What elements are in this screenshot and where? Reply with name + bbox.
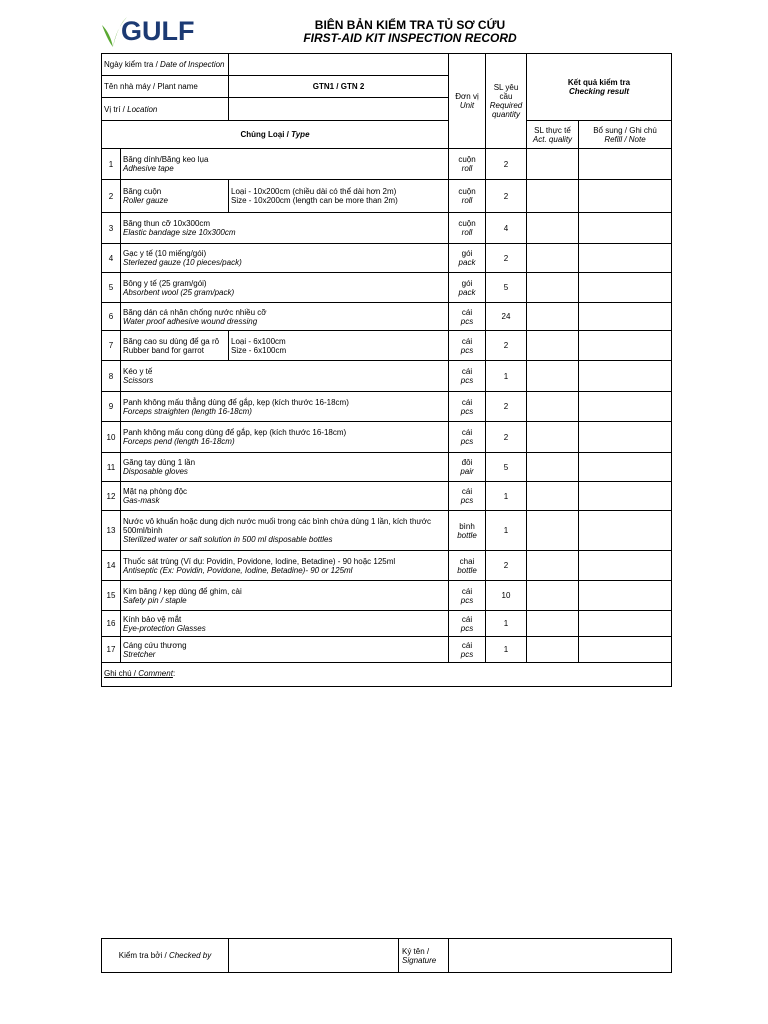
- item-qty: 2: [486, 149, 527, 180]
- item-unit: cuộn roll: [449, 180, 486, 213]
- item-unit: gói pack: [449, 273, 486, 303]
- item-qty: 2: [486, 244, 527, 273]
- item-no: 2: [102, 180, 121, 213]
- checking-result-header: Kết quả kiểm tra Checking result: [527, 54, 672, 121]
- checked-by-value[interactable]: [229, 939, 399, 973]
- item-actual-cell[interactable]: [527, 637, 579, 663]
- item-no: 5: [102, 273, 121, 303]
- item-unit: cái pcs: [449, 303, 486, 331]
- table-row: [102, 581, 672, 611]
- item-note-cell[interactable]: [579, 244, 672, 273]
- item-note-cell[interactable]: [579, 180, 672, 213]
- item-note-cell[interactable]: [579, 422, 672, 453]
- item-unit: cuộn roll: [449, 213, 486, 244]
- table-row: [102, 453, 672, 482]
- item-note-cell[interactable]: [579, 331, 672, 361]
- item-actual-cell[interactable]: [527, 180, 579, 213]
- item-actual-cell[interactable]: [527, 244, 579, 273]
- item-no: 10: [102, 422, 121, 453]
- inspection-table: [101, 53, 672, 687]
- plant-value: GTN1 / GTN 2: [229, 76, 449, 98]
- item-note-cell[interactable]: [579, 453, 672, 482]
- item-qty: 1: [486, 361, 527, 392]
- item-no: 17: [102, 637, 121, 663]
- table-row: [102, 244, 672, 273]
- item-note-cell[interactable]: [579, 392, 672, 422]
- item-note-cell[interactable]: [579, 273, 672, 303]
- item-type: Panh không mấu cong dùng để gắp, kẹp (kích thước 16-18cm) Forceps pend (length 16-18cm): [121, 422, 449, 453]
- item-unit: chai bottle: [449, 551, 486, 581]
- item-note-cell[interactable]: [579, 149, 672, 180]
- refill-note-header: Bổ sung / Ghi chú Refill / Note: [579, 121, 672, 149]
- signature-table: [101, 938, 672, 973]
- item-no: 13: [102, 511, 121, 551]
- table-row: [102, 180, 672, 213]
- item-qty: 24: [486, 303, 527, 331]
- item-no: 4: [102, 244, 121, 273]
- checked-by-label: Kiểm tra bởi / Checked by: [102, 939, 229, 973]
- item-note-cell[interactable]: [579, 581, 672, 611]
- item-no: 6: [102, 303, 121, 331]
- date-value[interactable]: [229, 54, 449, 76]
- item-no: 7: [102, 331, 121, 361]
- item-unit: đôi pair: [449, 453, 486, 482]
- table-row: [102, 331, 672, 361]
- table-row: [102, 637, 672, 663]
- item-unit: bình bottle: [449, 511, 486, 551]
- item-note-cell[interactable]: [579, 361, 672, 392]
- item-unit: cái pcs: [449, 581, 486, 611]
- item-actual-cell[interactable]: [527, 213, 579, 244]
- item-type: Thuốc sát trùng (Ví dụ: Povidin, Povidone, Iodine, Betadine) - 90 hoặc 125ml Antiseptic (Ex: Povidin, Povidone, Iodine, Betadine)- 90 or 125ml: [121, 551, 449, 581]
- item-qty: 1: [486, 511, 527, 551]
- unit-header: Đơn vị Unit: [449, 54, 486, 149]
- table-row: [102, 422, 672, 453]
- item-type: Băng dán cá nhân chống nước nhiều cỡ Water proof adhesive wound dressing: [121, 303, 449, 331]
- plant-label: Tên nhà máy / Plant name: [102, 76, 229, 98]
- required-qty-header: SL yêu cầu Required quantity: [486, 54, 527, 149]
- item-unit: cái pcs: [449, 361, 486, 392]
- title-english: FIRST-AID KIT INSPECTION RECORD: [303, 31, 517, 45]
- item-unit: cái pcs: [449, 331, 486, 361]
- item-type: Panh không mấu thẳng dùng để gắp, kẹp (kích thước 16-18cm) Forceps straighten (length 16-18cm): [121, 392, 449, 422]
- gulf-logo-text: GULF: [121, 16, 195, 46]
- item-actual-cell[interactable]: [527, 453, 579, 482]
- comment-cell[interactable]: Ghi chú / Comment:: [102, 663, 672, 687]
- item-actual-cell[interactable]: [527, 303, 579, 331]
- item-note-cell[interactable]: [579, 303, 672, 331]
- item-note-cell[interactable]: [579, 482, 672, 511]
- item-actual-cell[interactable]: [527, 551, 579, 581]
- item-no: 3: [102, 213, 121, 244]
- item-qty: 5: [486, 273, 527, 303]
- table-row: [102, 551, 672, 581]
- item-type: Kéo y tế Scissors: [121, 361, 449, 392]
- item-type: Băng cao su dùng để ga rô Rubber band for garrot: [121, 331, 229, 361]
- table-row: [102, 511, 672, 551]
- table-row: [102, 273, 672, 303]
- item-actual-cell[interactable]: [527, 511, 579, 551]
- item-actual-cell[interactable]: [527, 611, 579, 637]
- item-no: 15: [102, 581, 121, 611]
- item-type: Băng dính/Băng keo lụa Adhesive tape: [121, 149, 449, 180]
- item-no: 11: [102, 453, 121, 482]
- type-header: Chủng Loại / Type: [102, 121, 449, 149]
- item-type: Kim băng / kẹp dùng để ghim, cài Safety pin / staple: [121, 581, 449, 611]
- item-unit: cái pcs: [449, 482, 486, 511]
- item-unit: cái pcs: [449, 611, 486, 637]
- item-note-cell[interactable]: [579, 511, 672, 551]
- item-type: Băng thun cỡ 10x300cm Elastic bandage size 10x300cm: [121, 213, 449, 244]
- date-label: Ngày kiểm tra / Date of Inspection: [102, 54, 229, 76]
- item-actual-cell[interactable]: [527, 361, 579, 392]
- item-no: 9: [102, 392, 121, 422]
- item-qty: 1: [486, 637, 527, 663]
- item-note-cell[interactable]: [579, 637, 672, 663]
- item-unit: cái pcs: [449, 422, 486, 453]
- item-no: 12: [102, 482, 121, 511]
- item-actual-cell[interactable]: [527, 149, 579, 180]
- item-qty: 10: [486, 581, 527, 611]
- item-type: Cáng cứu thương Stretcher: [121, 637, 449, 663]
- table-row: [102, 213, 672, 244]
- item-actual-cell[interactable]: [527, 482, 579, 511]
- item-actual-cell[interactable]: [527, 392, 579, 422]
- location-value[interactable]: [229, 98, 449, 121]
- item-qty: 2: [486, 331, 527, 361]
- item-type: Bông y tế (25 gram/gói) Absorbent wool (25 gram/pack): [121, 273, 449, 303]
- location-label: Vị trí / Location: [102, 98, 229, 121]
- item-qty: 4: [486, 213, 527, 244]
- item-note-cell[interactable]: [579, 611, 672, 637]
- item-note-cell[interactable]: [579, 551, 672, 581]
- item-qty: 1: [486, 482, 527, 511]
- item-type: Mặt nạ phòng độc Gas-mask: [121, 482, 449, 511]
- table-row: [102, 303, 672, 331]
- item-type: Kính bảo vệ mắt Eye-protection Glasses: [121, 611, 449, 637]
- table-row: [102, 361, 672, 392]
- table-row: [102, 392, 672, 422]
- item-qty: 5: [486, 453, 527, 482]
- signature-value[interactable]: [449, 939, 672, 973]
- item-no: 16: [102, 611, 121, 637]
- item-qty: 2: [486, 551, 527, 581]
- title-vietnamese: BIÊN BẢN KIỂM TRA TỦ SƠ CỨU: [314, 18, 506, 32]
- comment-label: Ghi chú / Comment: [104, 669, 173, 678]
- item-actual-cell[interactable]: [527, 273, 579, 303]
- table-row: [102, 482, 672, 511]
- item-unit: cái pcs: [449, 392, 486, 422]
- actual-qty-header: SL thực tế Act. quality: [527, 121, 579, 149]
- item-actual-cell[interactable]: [527, 581, 579, 611]
- item-note-cell[interactable]: [579, 213, 672, 244]
- item-unit: cuộn roll: [449, 149, 486, 180]
- item-unit: cái pcs: [449, 637, 486, 663]
- item-qty: 2: [486, 392, 527, 422]
- item-qty: 2: [486, 180, 527, 213]
- item-type: Găng tay dùng 1 lần Disposable gloves: [121, 453, 449, 482]
- item-no: 1: [102, 149, 121, 180]
- item-type: Băng cuộn Roller gauze: [121, 180, 229, 213]
- item-size: Loại - 6x100cm Size - 6x100cm: [229, 331, 449, 361]
- item-type: Nước vô khuẩn hoặc dung dịch nước muối trong các bình chứa dùng 1 lần, kích thước 500ml/bình Sterilized water or salt solution in 500 ml disposable bottles: [121, 511, 449, 551]
- table-row: [102, 149, 672, 180]
- table-row: [102, 611, 672, 637]
- item-actual-cell[interactable]: [527, 422, 579, 453]
- item-size: Loại - 10x200cm (chiều dài có thể dài hơn 2m) Size - 10x200cm (length can be more than 2m): [229, 180, 449, 213]
- item-type: Gạc y tế (10 miếng/gói) Sterlezed gauze (10 pieces/pack): [121, 244, 449, 273]
- item-unit: gói pack: [449, 244, 486, 273]
- item-no: 8: [102, 361, 121, 392]
- item-no: 14: [102, 551, 121, 581]
- item-qty: 2: [486, 422, 527, 453]
- item-qty: 1: [486, 611, 527, 637]
- signature-label: Ký tên / Signature: [399, 939, 449, 973]
- item-actual-cell[interactable]: [527, 331, 579, 361]
